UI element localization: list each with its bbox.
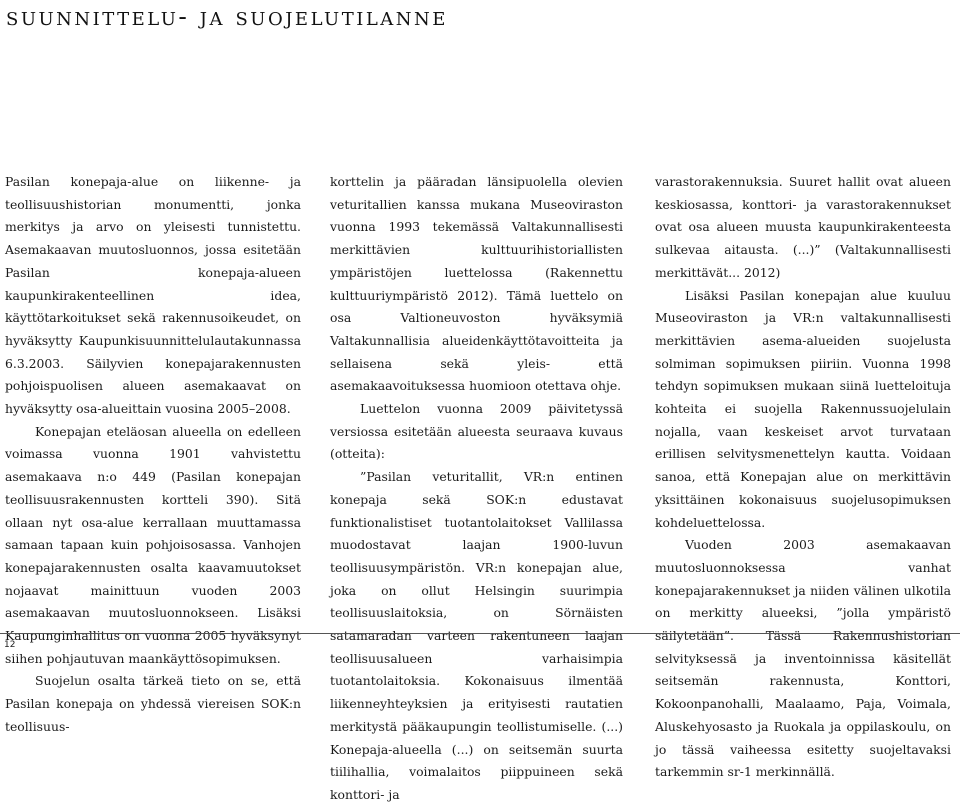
paragraph: Pasilan konepaja-alue on liikenne- ja teollisuushistorian monumentti, jonka merkitys ja arvo on yleisesti tunnistettu. Asemakaavan muutosluonnos, jossa esitetään Pasilan konepaja-alueen kaupunkirakenteellinen idea, käyttötarkoitukset sekä rakennusoikeudet, on hyväksytty Kaupunkisuunnittelulautakunnassa 6.3.2003. Säilyvien konepajarakennusten pohjoispuolisen alueen asemakaavat on hyväksytty osa-alueittain vuosina 2005–2008. xyxy=(5,174,301,417)
text-column-2 xyxy=(330,171,623,807)
paragraph: Vuoden 2003 asemakaavan muutosluonnoksessa vanhat konepajarakennukset ja niiden välinen ulkotila on merkitty alueeksi, ”jolla ympäristö säilytetään”. Tässä Rakennushistorian selvityksessä ja inventoinnissa käsitellät seitsemän rakennusta, Konttori, Kokoonpanohalli, Maalaamo, Paja, Voimala, Aluskehyosasto ja Ruokala ja oppilaskoulu, on jo tässä vaiheessa esitetty suojeltavaksi tarkemmin sr-1 merkinnällä. xyxy=(655,537,951,780)
paragraph: varastorakennuksia. Suuret hallit ovat alueen keskiosassa, konttori- ja varastorakennukset ovat osa alueen muusta kaupunkirakenteesta sulkevaa aitausta. (...)” (Valtakunnallisesti merkittävät... 2012) xyxy=(655,174,951,280)
paragraph: korttelin ja pääradan länsipuolella olevien veturitallien kanssa mukana Museoviraston vuonna 1993 tekemässä Valtakunnallisesti merkittävien kulttuurihistoriallisten ympäristöjen luettelossa (Rakennettu kulttuuriympäristö 2012). Tämä luettelo on osa Valtioneuvoston hyväksymiä Valtakunnallisia alueidenkäyttötavoitteita ja sellaisena sekä yleis- että asemakaavoituksessa huomioon otettava ohje. xyxy=(330,174,623,394)
text-column-1 xyxy=(5,171,301,739)
paragraph: Konepajan eteläosan alueella on edelleen voimassa vuonna 1901 vahvistettu asemakaava n:o 449 (Pasilan konepajan teollisuusrakennusten kortteli 390). Sitä ollaan nyt osa-alue kerrallaan muuttamassa samaan tapaan kuin pohjoisosassa. Vanhojen konepajarakennusten osalta kaavamuutokset nojaavat mainittuun vuoden 2003 asemakaavan muutosluonnokseen. Lisäksi Kaupunginhallitus on vuonna 2005 hyväksynyt siihen pohjautuvan maankäyttösopimuksen. xyxy=(5,423,301,666)
text-column-3 xyxy=(655,171,951,784)
paragraph: Lisäksi Pasilan konepajan alue kuuluu Museoviraston ja VR:n valtakunnallisesti merkittävien asema-alueiden suojelusta solmiman sopimuksen piiriin. Vuonna 1998 tehdyn sopimuksen mukaan siinä luetteloituja kohteita ei suojella Rakennussuojelulain nojalla, vaan keskeiset arvot turvataan erillisen selvitysmenettelyn kautta. Voidaan sanoa, että Konepajan alue on merkittävin yksittäinen kokonaisuus suojelusopimuksen kohdeluettelossa. xyxy=(655,287,951,530)
paragraph: Suojelun osalta tärkeä tieto on se, että Pasilan konepaja on yhdessä viereisen SOK:n teollisuus- xyxy=(5,673,301,734)
footer-divider xyxy=(0,633,960,634)
paragraph: Luettelon vuonna 2009 päivitetyssä versiossa esitetään alueesta seuraava kuvaus (otteita): xyxy=(330,401,623,462)
block-quote: ”Pasilan veturitallit, VR:n entinen konepaja sekä SOK:n edustavat funktionalistiset tuotantolaitokset Vallilassa muodostavat laajan 1900-luvun teollisuusympäristön. VR:n konepajan alue, joka on ollut Helsingin suurimpia teollisuuslaitoksia, on Sörnäisten satamaradan varteen rakentuneen laajan teollisuusalueen varhaisimpia tuotantolaitoksia. Kokonaisuus ilmentää liikenneyhteyksien ja erityisesti rautatien merkitystä pääkaupungin teollistumiselle. (...) Konepaja-alueella (...) on seitsemän suurta tiilihallia, voimalaitos piippuineen sekä konttori- ja xyxy=(330,469,623,802)
page-title: suunnittelu- ja suojelutilanne xyxy=(6,2,448,31)
page-number: 12 xyxy=(4,640,16,650)
